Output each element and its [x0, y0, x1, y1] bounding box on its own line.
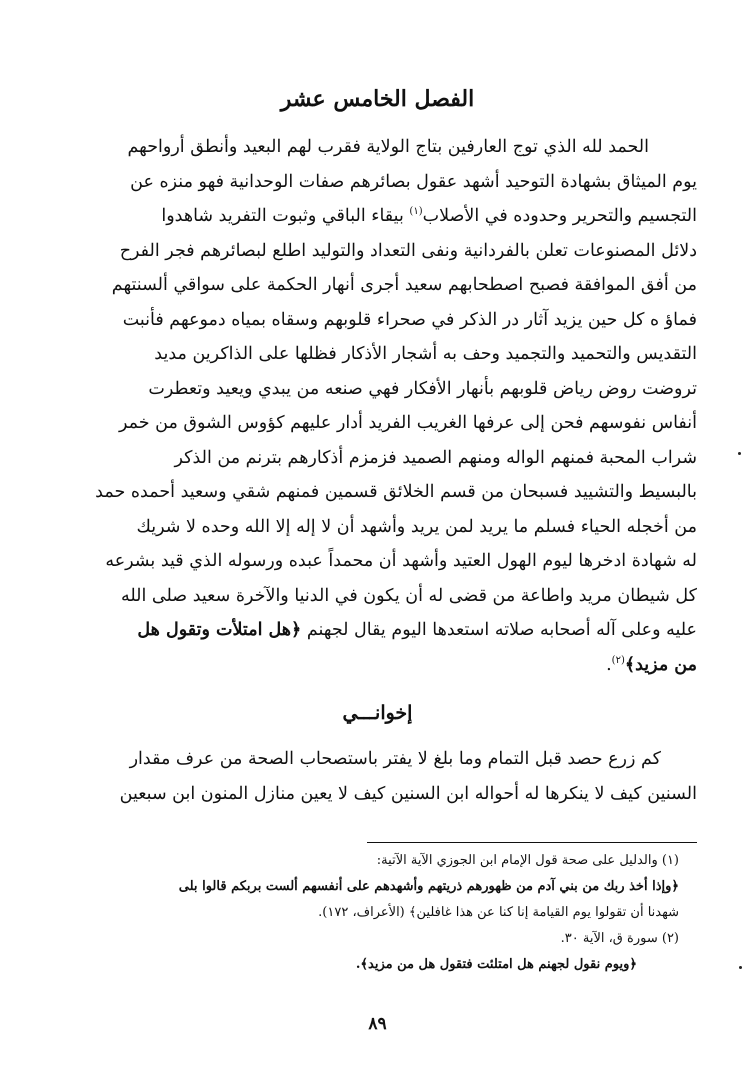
text-line: فماؤ ه كل حين يزيد آثار در الذكر في صحراء قلوبهم وسقاه بمياه دموعهم فأنبت: [122, 309, 697, 330]
text-line: له شهادة ادخرها ليوم الهول العتيد وأشهد أن محمداً عبده ورسوله الذي قيد بشرعه: [105, 551, 697, 571]
section-heading: إخوانـــي: [342, 702, 413, 724]
quran-quote: ﴿هل امتلأت وتقول هل: [137, 620, 302, 640]
scan-speck: [739, 966, 742, 969]
text-line: من أخجله الحياء فسلم ما يريد لمن يريد وأشهد أن لا إله إلا الله وحده لا شريك: [136, 516, 697, 537]
text-line: [57, 648, 697, 683]
text-line: تروضت روض رياض قلوبهم بأنهار الأفكار فهي صنعه من يبدي ويعيد وتعطرت: [148, 378, 697, 399]
text-line: أنفاس نفوسهم فحن إلى عرفها الغريب الفريد أدار عليهم كؤوس الشوق من خمر: [119, 413, 697, 433]
text-line: يوم الميثاق بشهادة التوحيد أشهد عقول بصائرهم صفات الوحدانية فهو منزه عن: [130, 171, 697, 192]
period: .: [606, 654, 612, 675]
footnote-reference: (٢): [611, 654, 625, 666]
text-line: كم زرع حصد قبل التمام وما بلغ لا يفتر باستصحاب الصحة من عرف مقدار: [129, 749, 661, 769]
text-line: السنين كيف لا ينكرها له أحواله ابن السنين كيف لا يعين منازل المنون ابن سبعين: [119, 783, 697, 804]
footnote-2-ref: (٢) سورة ق، الآية ٣٠.: [560, 931, 679, 946]
footnote-2-verse: ﴿ويوم نقول لجهنم هل امتلئت فتقول هل من مزيد﴾.: [355, 957, 637, 972]
page-number: ٨٩: [368, 1014, 387, 1034]
footnotes: [57, 848, 697, 978]
footnote-1-verse-cont: شهدنا أن تقولوا يوم القيامة إنا كنا عن هذا غافلين﴾ (الأعراف، ١٧٢).: [318, 905, 679, 920]
footnote-divider: [367, 842, 697, 843]
text-line: بالبسيط والتشييد فسبحان من قسم الخلائق قسمين فمنهم شقي وسعيد أحمده حمد: [95, 482, 697, 502]
text-line: دلائل المصنوعات تعلن بالفردانية ونفى التعداد والتوليد اطلع لبصائرهم فجر الفرح: [119, 240, 697, 261]
text-line: من أفق الموافقة فصبح اصطحابهم سعيد أجرى أنهار الحكمة على سواقي ألسنتهم: [111, 275, 697, 295]
chapter-title: الفصل الخامس عشر: [280, 86, 475, 112]
paragraph-second: [57, 742, 697, 811]
quran-quote-end: من مزيد﴾: [624, 654, 697, 675]
text-segment: التجسيم والتحرير وحدوده في الأصلاب: [422, 206, 697, 226]
scan-speck: [738, 452, 741, 455]
text-line: التقديس والتحميد والتجميد وحف به أشجار الأذكار فظلها على الذاكرين مديد: [154, 344, 697, 364]
text-line: شراب المحبة فمنهم الواله ومنهم الصميد فزمزم أذكارهم بترنم من الذكر: [174, 447, 697, 468]
footnote-1-verse: ﴿وإذا أخذ ربك من بني آدم من ظهورهم ذريتهم وأشهدهم على أنفسهم ألست بربكم قالوا بلى: [178, 879, 679, 894]
text-segment: بيقاء الباقي وثبوت التفريد شاهدوا: [161, 206, 404, 226]
text-line: الحمد لله الذي توج العارفين بتاج الولاية فقرب لهم البعيد وأنطق أرواحهم: [127, 137, 649, 157]
paragraph-main: [57, 130, 697, 682]
footnote-1-intro: (١) والدليل على صحة قول الإمام ابن الجوزي الآية الآتية:: [376, 853, 679, 868]
text-line: [57, 613, 697, 648]
footnote-reference: (١): [409, 206, 423, 218]
text-line: [57, 199, 697, 234]
text-line: كل شيطان مريد واطاعة من قضى له أن يكون في الدنيا والآخرة سعيد صلى الله: [120, 585, 697, 606]
text-segment: عليه وعلى آله أصحابه صلاته استعدها اليوم يقال لجهنم: [306, 620, 697, 640]
